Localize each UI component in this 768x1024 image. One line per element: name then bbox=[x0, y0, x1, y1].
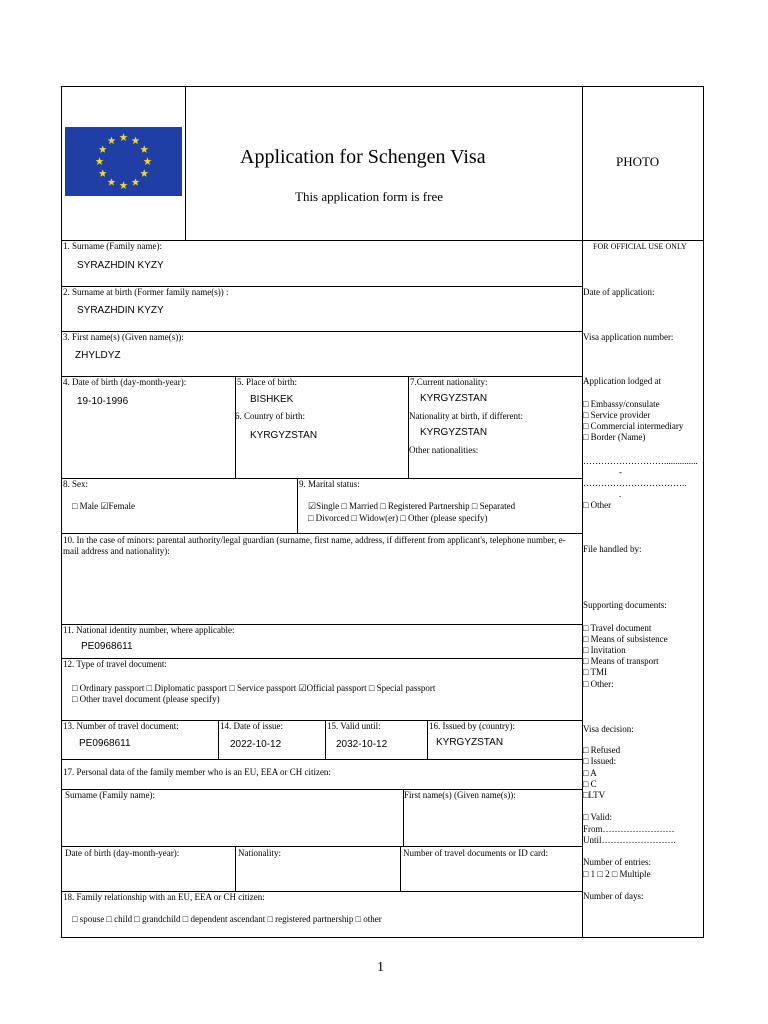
lodged-option-embassy[interactable]: □ Embassy/consulate bbox=[583, 399, 660, 409]
line-8-10 bbox=[61, 533, 582, 534]
other-nationalities-label: Other nationalities: bbox=[409, 445, 479, 455]
entries-options[interactable]: □ 1 □ 2 □ Multiple bbox=[583, 869, 651, 879]
eu-flag-icon bbox=[65, 127, 182, 196]
current-nationality-label: 7.Current nationality: bbox=[410, 377, 488, 387]
divider-17-dob bbox=[235, 846, 236, 891]
surname-value[interactable]: SYRAZHDIN KYZY bbox=[77, 260, 164, 271]
nationality-at-birth-label: Nationality at birth, if different: bbox=[409, 411, 524, 421]
number-of-days-label: Number of days: bbox=[583, 891, 644, 901]
family-member-label: 17. Personal data of the family member who is an EU, EEA or CH citizen: bbox=[63, 767, 331, 777]
decision-refused[interactable]: □ Refused bbox=[583, 745, 621, 755]
valid-from: From…………………… bbox=[583, 824, 675, 834]
dots-line-1b: - bbox=[619, 467, 622, 477]
divider-8-9 bbox=[297, 478, 298, 533]
family-dob-label: Date of birth (day-month-year): bbox=[65, 848, 180, 858]
national-id-label: 11. National identity number, where applicable: bbox=[63, 625, 235, 635]
visa-application-number-label: Visa application number: bbox=[583, 332, 674, 342]
date-of-issue-label: 14. Date of issue: bbox=[220, 721, 283, 731]
family-doc-number-label: Number of travel documents or ID card: bbox=[403, 848, 548, 858]
place-of-birth-value[interactable]: BISHKEK bbox=[250, 394, 294, 405]
valid-until-value[interactable]: 2032-10-12 bbox=[336, 739, 388, 750]
country-of-birth-label: 6. Country of birth: bbox=[235, 411, 305, 421]
number-of-entries-label: Number of entries: bbox=[583, 857, 651, 867]
surname-at-birth-value[interactable]: SYRAZHDIN KYZY bbox=[77, 305, 164, 316]
date-of-issue-value[interactable]: 2022-10-12 bbox=[230, 739, 282, 750]
support-means-of-transport[interactable]: □ Means of transport bbox=[583, 656, 659, 666]
sex-options[interactable]: □ Male ☑Female bbox=[72, 501, 135, 511]
page-subtitle: This application form is free bbox=[295, 189, 444, 204]
decision-c[interactable]: □ C bbox=[583, 779, 597, 789]
valid-until-official: Until……………………. bbox=[583, 835, 676, 845]
decision-issued[interactable]: □ Issued: bbox=[583, 756, 617, 766]
divider-17-nat bbox=[400, 846, 401, 891]
visa-decision-label: Visa decision: bbox=[583, 724, 634, 734]
valid-until-label: 15. Valid until: bbox=[327, 721, 381, 731]
nationality-at-birth-value[interactable]: KYRGYZSTAN bbox=[420, 427, 488, 438]
support-invitation[interactable]: □ Invitation bbox=[583, 645, 626, 655]
official-column-divider bbox=[582, 86, 583, 938]
issued-by-value[interactable]: KYRGYZSTAN bbox=[436, 737, 504, 748]
header-divider bbox=[185, 86, 186, 241]
support-tmi[interactable]: □ TMI bbox=[583, 667, 608, 677]
surname-at-birth-label: 2. Surname at birth (Former family name(s)) : bbox=[63, 287, 229, 297]
lodged-option-commercial[interactable]: □ Commercial intermediary bbox=[583, 421, 684, 431]
divider-15-16 bbox=[427, 720, 428, 759]
surname-label: 1. Surname (Family name): bbox=[63, 241, 162, 251]
form-frame bbox=[61, 86, 704, 938]
travel-doc-number-value[interactable]: PE0968611 bbox=[79, 738, 131, 749]
lodged-option-service-provider[interactable]: □ Service provider bbox=[583, 410, 651, 420]
support-means-of-subsistence[interactable]: □ Means of subsistence bbox=[583, 634, 668, 644]
travel-doc-type-options-2[interactable]: □ Other travel document (please specify) bbox=[72, 694, 220, 704]
divider-14-15 bbox=[325, 720, 326, 759]
travel-doc-type-label: 12. Type of travel document: bbox=[63, 659, 167, 669]
supporting-documents-label: Supporting documents: bbox=[583, 600, 667, 610]
family-firstname-label: First name(s) (Given name(s)): bbox=[404, 790, 516, 800]
guardian-label: 10. In the case of minors: parental authority/legal guardian (surname, first name, address, if different from applicant's, telephone number, e-mail address and nationality): bbox=[63, 535, 566, 556]
travel-doc-type-options-1[interactable]: □ Ordinary passport □ Diplomatic passport □ Service passport ☑Official passport □ Special passport bbox=[72, 683, 436, 693]
dob-label: 4. Date of birth (day-month-year): bbox=[63, 377, 187, 387]
support-travel-document[interactable]: □ Travel document bbox=[583, 623, 652, 633]
first-name-value[interactable]: ZHYLDYZ bbox=[75, 350, 121, 361]
family-relationship-options[interactable]: □ spouse □ child □ grandchild □ dependent ascendant □ registered partnership □ other bbox=[72, 914, 382, 924]
family-nationality-label: Nationality: bbox=[238, 848, 281, 858]
marital-status-options-1[interactable]: ☑Single □ Married □ Registered Partnership □ Separated bbox=[308, 501, 516, 511]
lodged-option-border[interactable]: □ Border (Name) bbox=[583, 432, 646, 442]
dots-line-2: …………………………….. bbox=[583, 478, 687, 488]
page-number: 1 bbox=[377, 960, 384, 975]
family-relationship-label: 18. Family relationship with an EU, EEA or CH citizen: bbox=[63, 892, 265, 902]
current-nationality-value[interactable]: KYRGYZSTAN bbox=[420, 393, 488, 404]
official-use-heading: FOR OFFICIAL USE ONLY bbox=[593, 242, 687, 251]
issued-by-label: 16. Issued by (country): bbox=[429, 721, 515, 731]
place-of-birth-label: 5. Place of birth: bbox=[237, 377, 297, 387]
lodged-option-other[interactable]: □ Other bbox=[583, 500, 612, 510]
first-name-label: 3. First name(s) (Given name(s)): bbox=[63, 332, 184, 342]
file-handled-by-label: File handled by: bbox=[583, 544, 642, 554]
divider-13-14 bbox=[218, 720, 219, 759]
marital-status-options-2[interactable]: □ Divorced □ Widow(er) □ Other (please specify) bbox=[308, 513, 488, 523]
photo-label: PHOTO bbox=[616, 154, 660, 169]
divider-5-7 bbox=[408, 376, 409, 478]
dob-value[interactable]: 19-10-1996 bbox=[77, 396, 129, 407]
dots-line-2b: . bbox=[619, 489, 622, 499]
family-surname-label: Surname (Family name): bbox=[65, 790, 155, 800]
travel-doc-number-label: 13. Number of travel document: bbox=[63, 721, 179, 731]
dots-line-1: ………………………............... bbox=[583, 456, 698, 466]
marital-status-label: 9. Marital status: bbox=[299, 479, 360, 489]
line-13-17 bbox=[61, 759, 582, 760]
country-of-birth-value[interactable]: KYRGYZSTAN bbox=[250, 430, 318, 441]
national-id-value[interactable]: PE0968611 bbox=[81, 641, 133, 652]
sex-label: 8. Sex: bbox=[63, 479, 89, 489]
lodged-at-label: Application lodged at bbox=[583, 376, 661, 386]
date-of-application-label: Date of application: bbox=[583, 287, 655, 297]
line-17-sub2 bbox=[61, 846, 582, 847]
decision-valid[interactable]: □ Valid: bbox=[583, 812, 613, 822]
decision-ltv[interactable]: □LTV bbox=[583, 790, 606, 800]
decision-a[interactable]: □ A bbox=[583, 768, 597, 778]
page-title: Application for Schengen Visa bbox=[240, 146, 486, 168]
support-other[interactable]: □ Other: bbox=[583, 679, 614, 689]
divider-4-5 bbox=[235, 376, 236, 478]
